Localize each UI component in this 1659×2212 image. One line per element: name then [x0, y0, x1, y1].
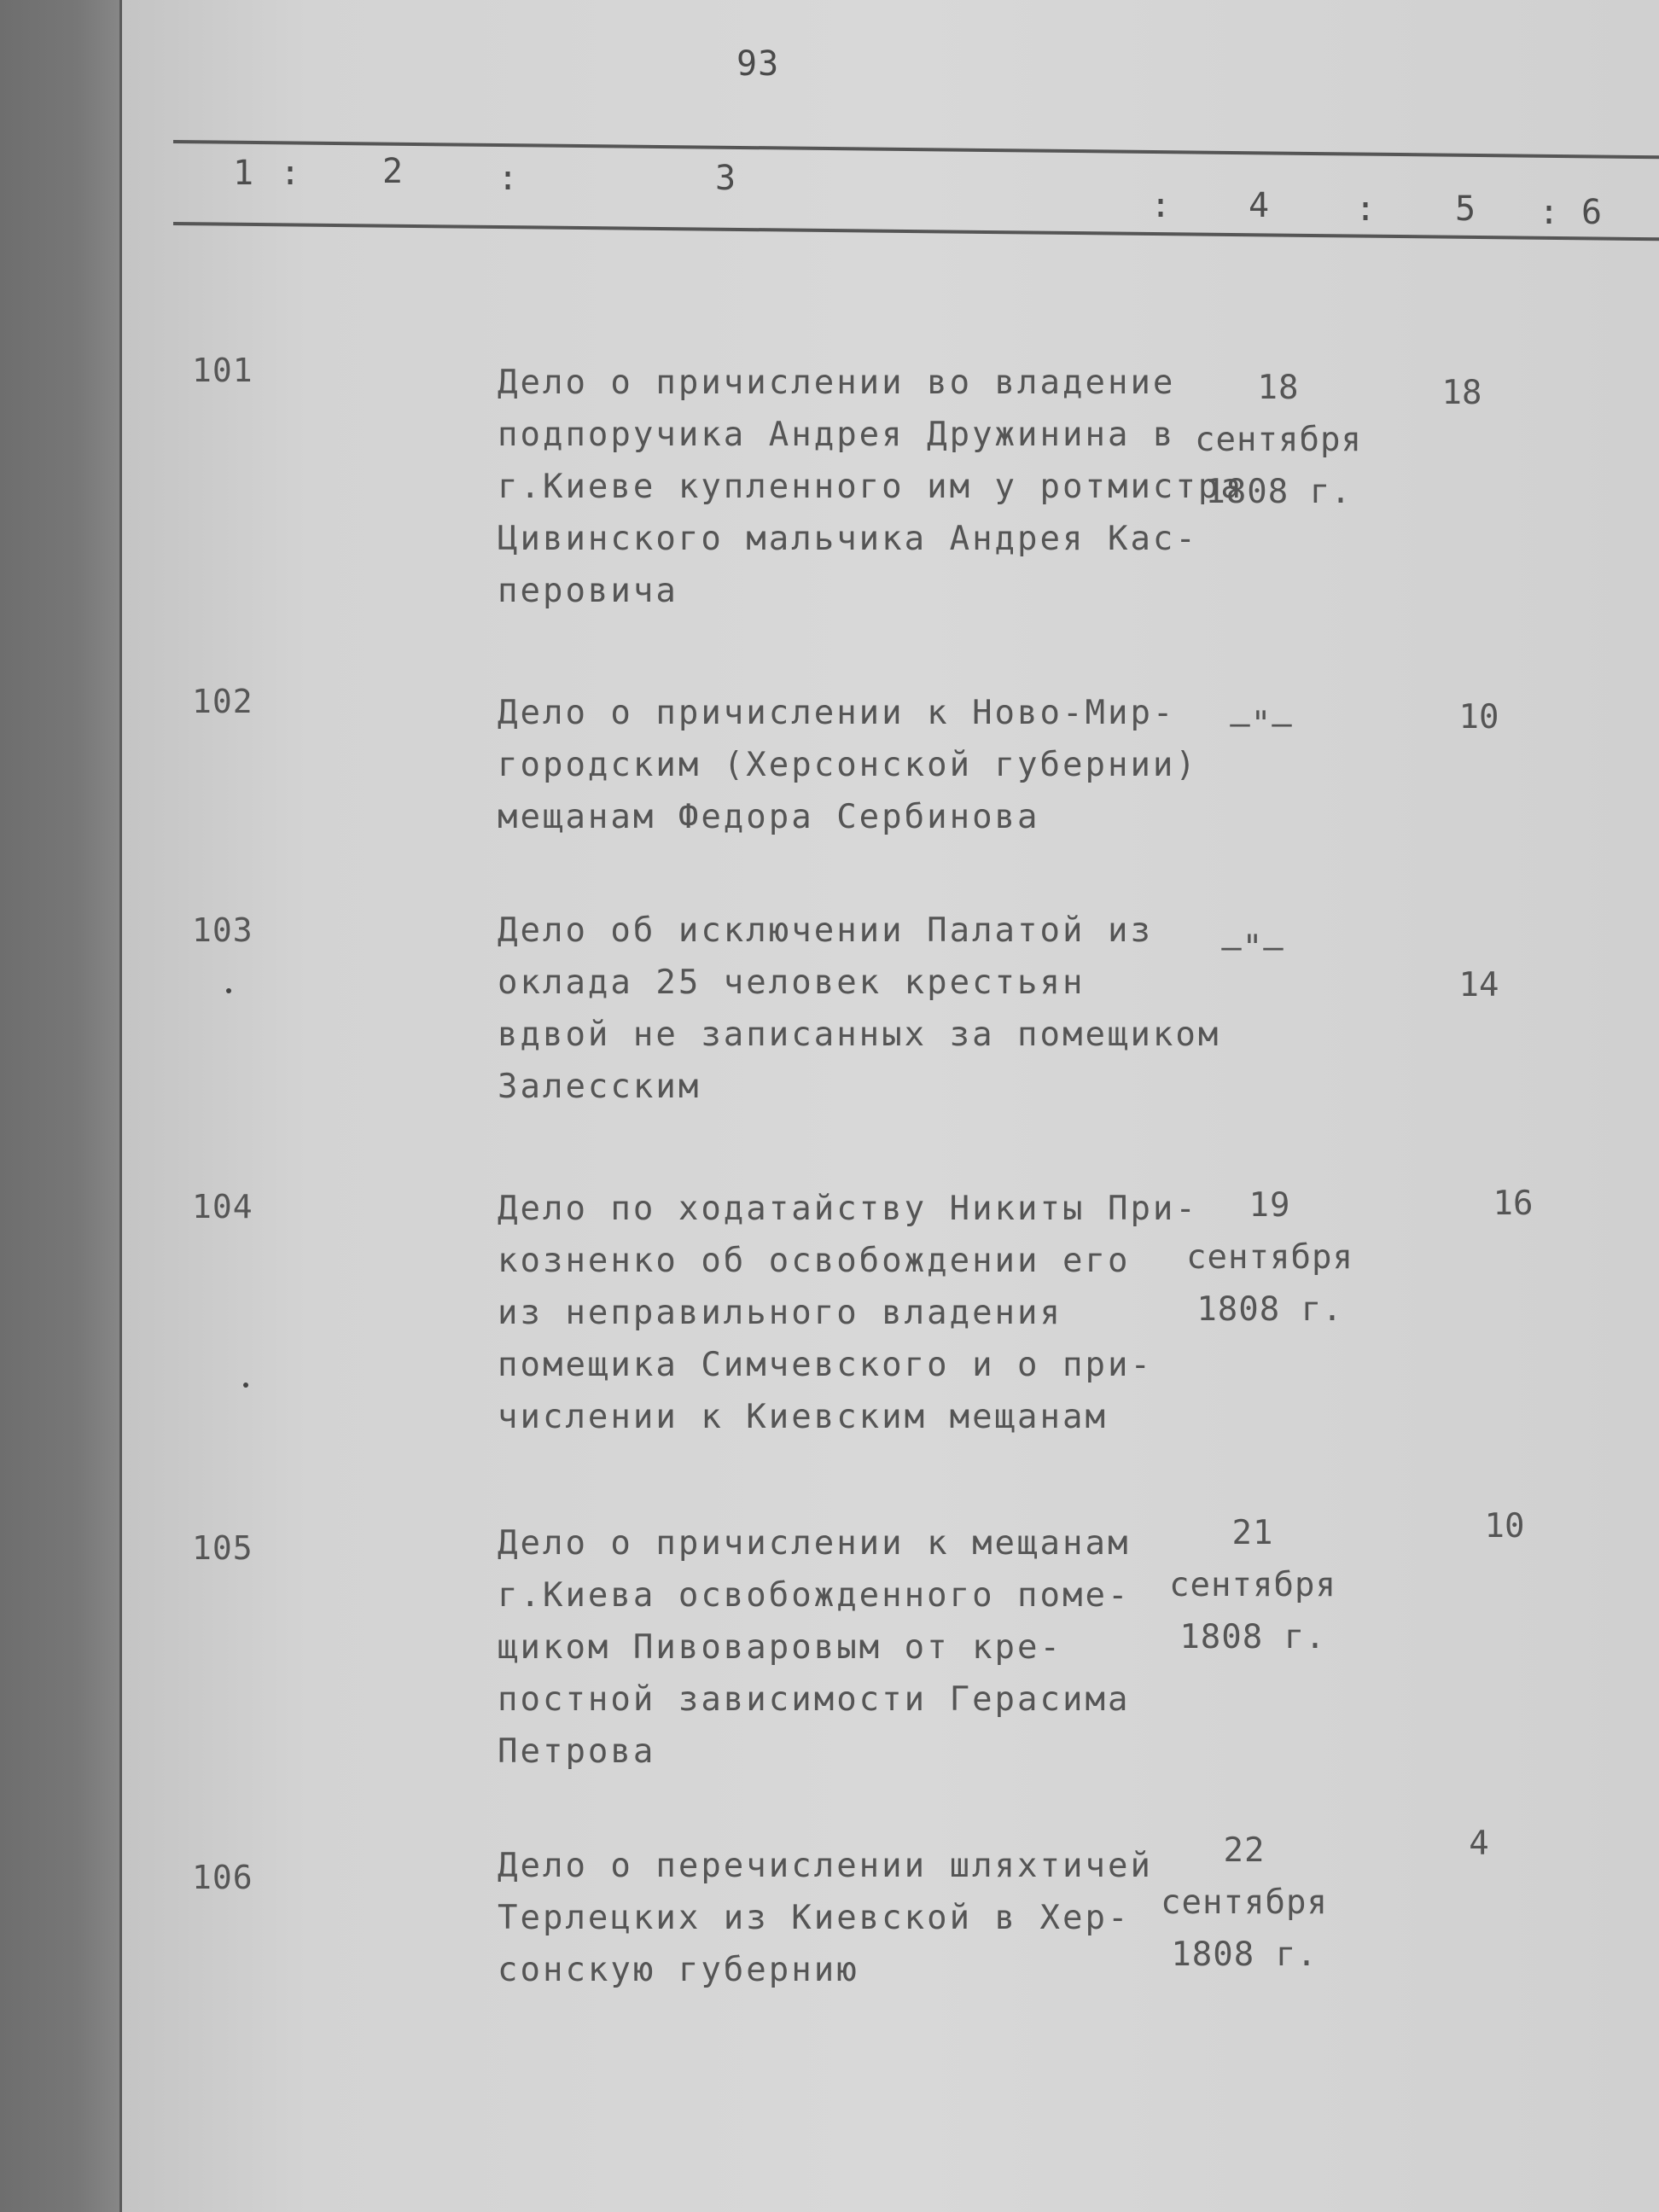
entry-title: Дело о причислении к мещанам г.Киева освобожденного поме- щиком Пивоваровым от кре- постной зависимости Герасима Петрова [498, 1524, 1131, 1771]
entry-number: 102 [192, 683, 253, 720]
entry-date: —"— [1221, 928, 1284, 967]
entry-number: 104 [192, 1188, 253, 1225]
binding-shadow [0, 0, 128, 2212]
column-header-6: 6 [1581, 193, 1603, 232]
document-page [119, 0, 1659, 2212]
column-header-4: 4 [1249, 186, 1270, 225]
ink-dot [243, 1382, 248, 1388]
entry-pages: 14 [1458, 966, 1499, 1004]
entry-number: 101 [192, 352, 253, 389]
column-separator: : [1150, 186, 1172, 225]
entry-pages: 16 [1493, 1185, 1534, 1223]
entry-title: Дело о причислении к Ново-Мир- городским (Херсонской губернии) мещанам Федора Сербинова [498, 694, 1198, 836]
entry-pages: 18 [1441, 374, 1482, 412]
column-separator: : [498, 159, 519, 198]
entry-pages: 4 [1469, 1825, 1489, 1863]
header-rule-bottom [173, 222, 1659, 241]
column-header-5: 5 [1455, 189, 1476, 229]
entry-title: Дело об исключении Палатой из оклада 25 человек крестьян вдвой не записанных за помещиком Залесским [498, 911, 1221, 1106]
entry-number: 105 [192, 1529, 253, 1567]
entry-pages: 10 [1484, 1507, 1525, 1545]
entry-title: Дело о причислении во владение подпоручика Андрея Дружинина в г.Киеве купленного им у ротмистра Цивинского мальчика Андрея Кас- перовича [498, 364, 1243, 610]
entry-date: 21 сентября 1808 г. [1169, 1514, 1336, 1656]
column-header-1: 1 [233, 154, 254, 193]
entry-date: 18 сентября 1808 г. [1195, 369, 1362, 511]
column-header-2: 2 [382, 152, 404, 191]
entry-pages: 10 [1458, 698, 1499, 736]
entry-number: 103 [192, 911, 253, 949]
entry-number: 106 [192, 1859, 253, 1896]
entry-date: 22 сентября 1808 г. [1161, 1831, 1328, 1974]
entry-title: Дело о перечислении шляхтичей Терлецких из Киевской в Хер- сонскую губернию [498, 1847, 1153, 1989]
column-separator: : [280, 154, 301, 193]
entry-date: —"— [1230, 705, 1293, 743]
column-header-3: 3 [715, 159, 736, 198]
entry-title: Дело по ходатайству Никиты При- козненко об освобождении его из неправильного владения помещика Симчевского и о при- числении к Киевским мещанам [498, 1190, 1198, 1436]
page-number: 93 [736, 44, 780, 84]
entry-date: 19 сентября 1808 г. [1186, 1186, 1353, 1329]
column-separator: : [1355, 189, 1377, 229]
column-separator: : [1539, 193, 1560, 232]
ink-dot [226, 988, 231, 993]
